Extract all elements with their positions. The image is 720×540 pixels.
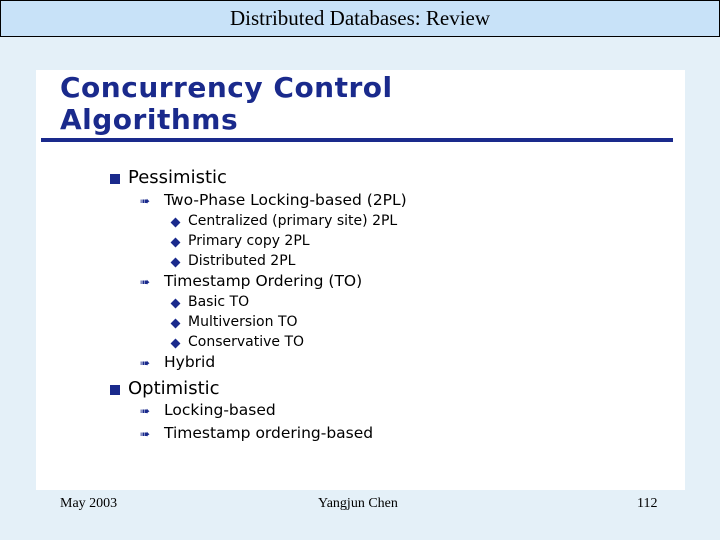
list-item-level-2: Hybrid bbox=[164, 353, 216, 371]
diamond-bullet-icon bbox=[171, 238, 181, 248]
slide-header bbox=[0, 0, 720, 37]
list-item-level-3: Conservative TO bbox=[188, 334, 305, 350]
arrow-bullet-icon: ➠ bbox=[140, 404, 151, 418]
diamond-bullet-icon bbox=[171, 218, 181, 228]
square-bullet-icon bbox=[110, 385, 120, 395]
list-item-level-1: Pessimistic bbox=[128, 167, 227, 188]
list-item-level-3: Centralized (primary site) 2PL bbox=[188, 213, 398, 229]
square-bullet-icon bbox=[110, 174, 120, 184]
footer-date: May 2003 bbox=[60, 496, 118, 511]
list-item-level-2: Locking-based bbox=[164, 401, 276, 419]
list-item-level-2: Timestamp Ordering (TO) bbox=[164, 272, 363, 290]
arrow-bullet-icon: ➠ bbox=[140, 194, 151, 208]
header-title: Distributed Databases: Review bbox=[229, 6, 491, 30]
list-item-level-2: Two-Phase Locking-based (2PL) bbox=[164, 191, 407, 209]
list-item-level-2: Timestamp ordering-based bbox=[164, 424, 374, 442]
slide-title-line-2: Algorithms bbox=[60, 103, 239, 136]
arrow-bullet-icon: ➠ bbox=[140, 427, 151, 441]
slide-content bbox=[36, 70, 685, 490]
diamond-bullet-icon bbox=[171, 258, 181, 268]
list-item-level-3: Basic TO bbox=[188, 294, 250, 310]
arrow-bullet-icon: ➠ bbox=[140, 356, 151, 370]
slide-title bbox=[60, 72, 393, 136]
title-divider bbox=[41, 138, 673, 142]
list-item-level-1: Optimistic bbox=[128, 378, 220, 399]
footer-author: Yangjun Chen bbox=[318, 496, 398, 511]
list-item-level-3: Multiversion TO bbox=[188, 314, 298, 330]
list-item-level-3: Primary copy 2PL bbox=[188, 233, 310, 249]
diamond-bullet-icon bbox=[171, 339, 181, 349]
diamond-bullet-icon bbox=[171, 299, 181, 309]
footer-page-number: 112 bbox=[637, 496, 658, 511]
diamond-bullet-icon bbox=[171, 319, 181, 329]
list-item-level-3: Distributed 2PL bbox=[188, 253, 296, 269]
slide-title-line-1: Concurrency Control bbox=[60, 71, 393, 104]
arrow-bullet-icon: ➠ bbox=[140, 275, 151, 289]
